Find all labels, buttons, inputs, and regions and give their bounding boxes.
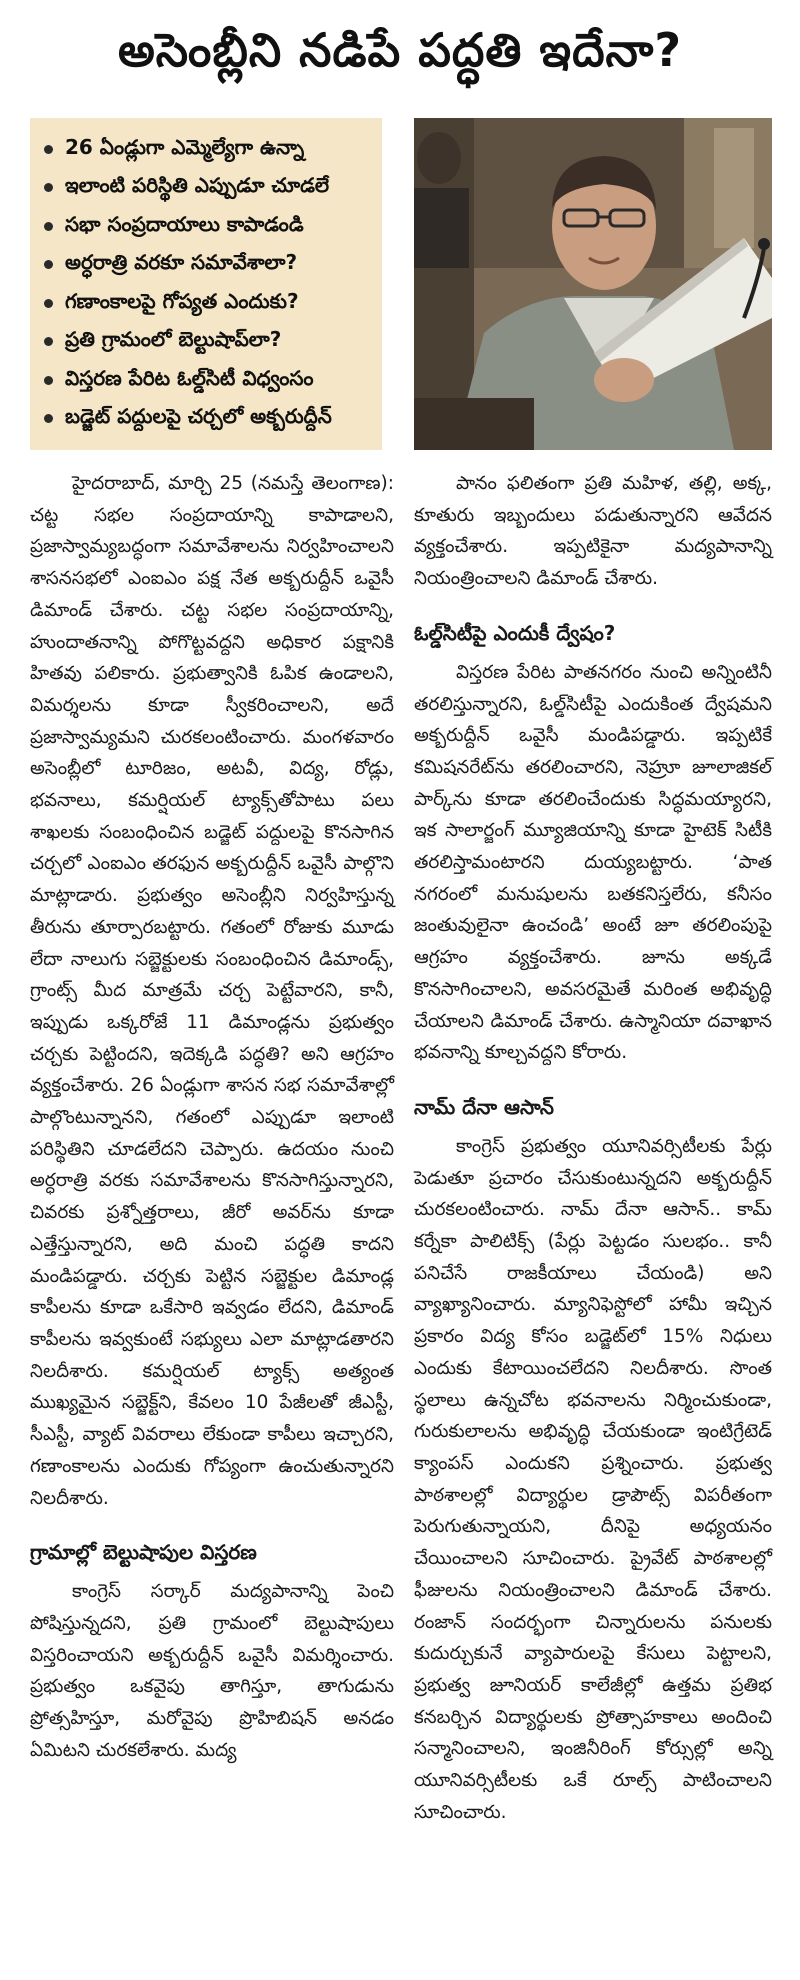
highlight-item [44,246,372,285]
highlight-item [44,284,372,323]
highlights-box [30,118,382,450]
article-column-right [414,468,772,1828]
highlight-text: సభా సంప్రదాయాలు కాపాడండి [65,211,304,236]
highlight-item [44,207,372,246]
bullet-icon [44,376,53,385]
highlight-text: అర్ధరాత్రి వరకూ సమావేశాలా? [65,250,298,275]
section-heading: నామ్ దేనా ఆసాన్ [414,1094,554,1119]
highlight-text: 26 ఏండ్లుగా ఎమ్మెల్యేగా ఉన్నా [65,134,305,159]
article-paragraph: పానం ఫలితంగా ప్రతి మహిళ, తల్లి, అక్క, కూతురు ఇబ్బందులు పడుతున్నారని ఆవేదన వ్యక్తంచేశారు. ఇప్పటికైనా మద్యపానాన్ని నియంత్రించాలని డిమాండ్ చేశారు. [414,473,772,590]
highlight-text: ప్రతి గ్రామంలో బెల్టుషాప్‌లా? [65,327,282,352]
section-heading: గ్రామాల్లో బెల్టుషాపుల విస్తరణ [30,1540,257,1565]
bullet-icon [44,145,53,154]
section-heading: ఓల్డ్‌సిటీపై ఎందుకీ ద్వేషం? [414,620,616,645]
bullet-icon [44,337,53,346]
headline: అసెంబ్లీని నడిపే పద్ధతి ఇదేనా? [117,23,683,77]
article-paragraph: కాంగ్రెస్ సర్కార్ మద్యపానాన్ని పెంచి పోషిస్తున్నదని, ప్రతి గ్రామంలో బెల్టుషాపులు విస్తరించాయని అక్బరుద్దీన్ ఒవైసీ విమర్శించారు. ప్రభుత్వం ఒకవైపు తాగిస్తూ, తాగుడును ప్రోత్సహిస్తూ, మరోవైపు ప్రొహిబిషన్ అనడం ఏమిటని చురకలేశారు. మద్య [30,1581,394,1761]
highlight-text: బడ్జెట్ పద్దులపై చర్చలో అక్బరుద్దీన్ [65,404,332,429]
article-paragraph: విస్తరణ పేరిట పాతనగరం నుంచి అన్నింటినీ తరలిస్తున్నారని, ఓల్డ్‌సిటీపై ఎందుకింత ద్వేషమని అక్బరుద్దీన్ ఒవైసీ మండిపడ్డారు. ఇప్పటికే కమిషనరేట్‌ను తరలించారని, నెహ్రూ జూలాజికల్ పార్క్‌ను కూడా తరలించేందుకు సిద్ధమయ్యారని, ఇక సాలార్జంగ్ మ్యూజియాన్ని కూడా హైటెక్ సిటీకి తరలిస్తామంటారని దుయ్యబట్టారు. ‘పాత నగరంలో మనుషులను బతకనిస్తలేరు, కనీసం జంతువులైనా ఉంచండి’ అంటే జూ తరలింపుపై ఆగ్రహం వ్యక్తంచేశారు. జూను అక్కడే కొనసాగించాలని, అవసరమైతే మరింత అభివృద్ధి చేయాలని డిమాండ్ చేశారు. ఉస్మానియా దవాఖాన భవనాన్ని కూల్చవద్దని కోరారు. [414,661,772,1064]
speaker-photo [414,118,772,450]
highlight-text: గణాంకాలపై గోప్యత ఎందుకు? [65,288,299,313]
highlight-item [44,361,372,400]
bullet-icon [44,183,53,192]
bullet-icon [44,260,53,269]
highlight-item [44,130,372,169]
bullet-icon [44,299,53,308]
bullet-icon [44,222,53,231]
highlight-item [44,400,372,439]
article-paragraph: కాంగ్రెస్ ప్రభుత్వం యూనివర్సిటీలకు పేర్లు పెడుతూ ప్రచారం చేసుకుంటున్నదని అక్బరుద్దీన్ చురకలంటించారు. నామ్ దేనా ఆసాన్.. కామ్ కర్నేకా పాలిటిక్స్ (పేర్లు పెట్టడం సులభం.. కానీ పనిచేసే రాజకీయాలు చేయండి) అని వ్యాఖ్యానించారు. మ్యానిఫెస్టోలో హామీ ఇచ్చిన ప్రకారం విద్య కోసం బడ్జెట్‌లో 15% నిధులు ఎందుకు కేటాయించలేదని నిలదీశారు. సొంత స్థలాలు ఉన్నచోట భవనాలను నిర్మించుకుండా, గురుకులాలను అభివృద్ధి చేయకుండా ఇంటిగ్రేటెడ్ క్యాంపస్ ఎందుకని ప్రశ్నించారు. ప్రభుత్వ పాఠశాలల్లో విద్యార్థుల డ్రాపౌట్స్ విపరీతంగా పెరుగుతున్నాయని, దీనిపై అధ్యయనం చేయించాలని సూచించారు. ప్రైవేట్ పాఠశాలల్లో ఫీజులను నియంత్రించాలని డిమాండ్ చేశారు. రంజాన్ సందర్భంగా చిన్నారులను పనులకు కుదుర్చుకునే వ్యాపారులపై కేసులు పెట్టాలని, ప్రభుత్వ జూనియర్ కాలేజీల్లో ఉత్తమ ప్రతిభ కనబర్చిన విద్యార్థులకు ప్రోత్సాహకాలు అందించి సన్మానించాలని, ఇంజినీరింగ్ కోర్సుల్లో అన్ని యూనివర్సిటీలకు ఒకే రూల్స్ పాటించాలని సూచించారు. [414,1135,772,1823]
highlight-text: ఇలాంటి పరిస్థితి ఎప్పుడూ చూడలే [65,173,330,198]
highlight-item [44,323,372,362]
article-column-left [30,468,394,1766]
highlight-text: విస్తరణ పేరిట ఓల్డ్‌సిటీ విధ్వంసం [65,365,314,390]
highlight-item [44,169,372,208]
article-paragraph: హైదరాబాద్, మార్చి 25 (నమస్తే తెలంగాణ): చట్ట సభల సంప్రదాయాన్ని కాపాడాలని, ప్రజాస్వామ్యబద్ధంగా సమావేశాలను నిర్వహించాలని శాసనసభలో ఎంఐఎం పక్ష నేత అక్బరుద్దీన్ ఒవైసీ డిమాండ్ చేశారు. చట్ట సభల సంప్రదాయాన్ని, హుందాతనాన్ని పోగొట్టవద్దని అధికార పక్షానికి హితవు పలికారు. ప్రభుత్వానికి ఓపిక ఉండాలని, విమర్శలను కూడా స్వీకరించాలని, అదే ప్రజాస్వామ్యమని చురకలంటించారు. మంగళవారం అసెంబ్లీలో టూరిజం, అటవీ, విద్య, రోడ్లు, భవనాలు, కమర్షియల్ ట్యాక్స్‌తోపాటు పలు శాఖలకు సంబంధించిన బడ్జెట్ పద్దులపై కొనసాగిన చర్చలో ఎంఐఎం తరఫున అక్బరుద్దీన్ ఒవైసీ పాల్గొని మాట్లాడారు. ప్రభుత్వం అసెంబ్లీని నిర్వహిస్తున్న తీరును తూర్పారబట్టారు. గతంలో రోజుకు మూడు లేదా నాలుగు సబ్జెక్టులకు సంబంధించిన డిమాండ్స్, గ్రాంట్స్ మీద మాత్రమే చర్చ పెట్టేవారని, కానీ, ఇప్పుడు ఒక్కరోజే 11 డిమాండ్లను ప్రభుత్వం చర్చకు పెట్టిందని, ఇదెక్కడి పద్ధతి? అని ఆగ్రహం వ్యక్తంచేశారు. 26 ఏండ్లుగా శాసన సభ సమావేశాల్లో పాల్గొంటున్నానని, గతంలో ఎప్పుడూ ఇలాంటి పరిస్థితిని చూడలేదని చెప్పారు. ఉదయం నుంచి అర్ధరాత్రి వరకు సమావేశాలను కొనసాగిస్తున్నారని, చివరకు ప్రశ్నోత్తరాలు, జీరో అవర్‌ను కూడా ఎత్తేస్తున్నారని, అది మంచి పద్ధతి కాదని మండిపడ్డారు. చర్చకు పెట్టిన సబ్జెక్టుల డిమాండ్ల కాపీలను కూడా ఒకేసారి ఇవ్వడం లేదని, డిమాండ్ కాపీలను ఇవ్వకుంటే సభ్యులు ఎలా మాట్లాడతారని నిలదీశారు. కమర్షియల్ ట్యాక్స్ అత్యంత ముఖ్యమైన సబ్జెక్ట్‌ని, కేవలం 10 పేజీలతో జీఎస్టీ, సీఎస్టీ, వ్యాట్ వివరాలు లేకుండా కాపీలు ఇచ్చారని, గణాంకాలను ఎందుకు గోప్యంగా ఉంచుతున్నారని నిలదీశారు. [30,473,394,1509]
bullet-icon [44,414,53,423]
